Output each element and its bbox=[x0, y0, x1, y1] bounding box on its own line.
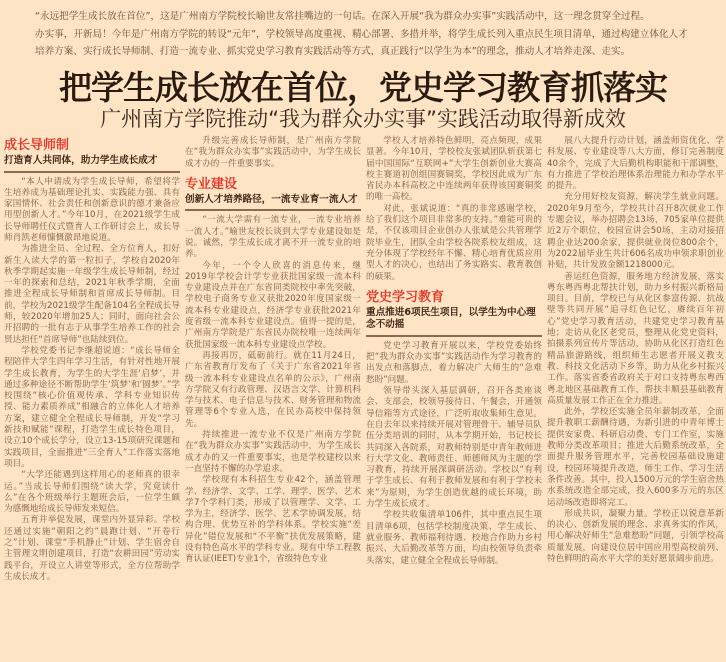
paragraph: 为推进全员、全过程、全方位育人，扣好新生入读大学的第一粒扣子，学校自2020年秋季学期起实施一年级学生成长导师制，经过一年的探索和总结，2021年秋季学期，全面推进全程成长导师制和首席成长导师制。目前，学校为2021级学生配备104名全程成长导师，较2020年增加25人；同时，面向社会公开招聘的一批有志于从事学生培养工作的社会贤达担任“首席导师”也陆续到位。 bbox=[4, 244, 180, 345]
paragraph: 党史学习教育开展以来，学校党委始终把“我为群众办实事”实践活动作为学习教育的出发点和落脚点，着力解决广大师生的“急难愁盼”问题。 bbox=[366, 340, 542, 385]
paragraph: 再接再厉，砥砺前行。就在11月24日，广东省教育厅发布了《关于广东省2021年省级一流本科专业建设点名单的公示》，广州南方学院又有行政管理、汉语言文学、计算机科学与技术、电子信息与技术、财务管理和物流管理等6个专业入选，在民办高校中保持领先。 bbox=[185, 350, 361, 429]
paragraph: “大学还能遇到这样用心的老师真的很幸运。”当成长导师们围绕“读大学，究竟读什么”在各个班级举行主题班会后，一位学生颇为感慨地给成长导师发来短信。 bbox=[4, 470, 180, 515]
section-title: 专业建设 bbox=[185, 176, 238, 192]
paragraph: 领导带头深入基层调研，召开各类座谈会、支部会，校领导接待日、午餐会，开通领导信箱等方式途径，广泛听取收集师生意见。在自去年以来持续开展对管理骨干、辅导员队伍分类培训的同时，从本学期开始，书记校长共同深入各院系，对教师特别是中青年教师进行大学文化、教师责任、师德师风为主题的学习教育，持续开展深调研活动。学校以“有利于学生成长、有利于教师发展和有利于学校未来”为原则，为学生创造优越的成长环境，助力学生成长成才。 bbox=[366, 386, 542, 510]
intro-line: 办实事，开新局！今年是广州南方学院的转设“元年”，学校领导高度重视、精心部署、多措并举，将学生成长列入重点民生项目清单，通过构建立体化人才 bbox=[35, 28, 688, 40]
intro-line: 培养方案、实行成长导师制、打造一流专业、抓实党史学习教育实践活动等方式，真正践行“以学生为本”的理念，推动人才培养走深、走实。 bbox=[35, 46, 631, 57]
paragraph: “本人申请成为学生成长导师，希望将学生培养成为基础理论扎实、实践能力强、具有家国情怀、社会责任和创新意识的德才兼备应用型创新人才。”今年10月，在2021级学生成长导师聘任仪式暨育人工作研讨会上，成长导师肖凯老师慷慨激昂地说道。 bbox=[4, 176, 180, 243]
paragraph: 学校现有本科招生专业42个，涵盖管理学、经济学、文学、工学、理学、医学、艺术学7个学科门类，形成了以管理学、文学、工学为主，经济学、医学、艺术学协调发展，结构合理、优势互补的学科体系。学校实施“差异化”错位发展和“不平衡”扶优发展策略，建设有特色高水平的学科专业。现有中华工程教育认证(IEET)专业1个，省级特色专业 bbox=[185, 475, 361, 565]
paragraph: 充分用好校友资源，解决学生就业问题。2020年9月至今，学校共计召开8次就业工作专题会议，举办招聘会13场，705家单位提供近2万个职位，校园宣讲会50场，主动对接招聘企业达200余家，提供就业岗位800余个，为2022届毕业生共计606名成功申领求职创业补贴，共计发放金额1218000元。 bbox=[547, 192, 724, 271]
subtitle: 广州南方学院推动“我为群众办实事”实践活动取得新成效 bbox=[100, 107, 626, 131]
section-subtitle: 重点推进6项民生项目，以学生为中心理念不动摇 bbox=[366, 307, 542, 337]
paragraph: 形成共识，凝聚力量。学校正以锐意革新的决心、创新发展的理念、求真务实的作风，用心解决好师生“急难愁盼”问题，引领学校高质量发展，向建设位居中国应用型高校前列、特色鲜明的高水平大学的美好愿景阔步前进。 bbox=[547, 508, 724, 564]
section-title: 成长导师制 bbox=[4, 138, 70, 153]
column-3 bbox=[366, 136, 542, 567]
paragraph: 持续推进一流专业不仅是广州南方学院在“我为群众办实事”实践活动中，为学生成长成才办的又一件重要事实，也是学校建校以来一直坚持不懈的办学追求。 bbox=[185, 430, 361, 474]
paragraphs bbox=[4, 177, 180, 584]
paragraph: 升级完善成长导师制，是广州南方学院在“我为群众办实事”实践活动中，为学生成长成才办的一件重要事实。 bbox=[185, 136, 361, 169]
paragraph: 学校党委书记李继超说道：“成长导师全程陪伴大学生四年学习生活，有针对性地开展学生成长教育，为学生的大学生涯‘启梦’，并通过多种途径不断帮助学生‘筑梦’和‘圆梦’。”学校围绕“核心价值观传承、学科专业知识传授、能力素质养成”相融合的立体化人才培养方案，建立健全全程成长导师制，开发“学习新技和赋能”课程，打造学生成长特色项目，设立10个成长学分，设立13-15项研究课题和实践项目，全面推进“三全育人”工作落实落地项目。 bbox=[4, 345, 180, 469]
paragraph: 展八大提升行动计划，涵盖师资优化、学科发展、专业建设等八大方面，修订完善制度40余个，完成了大后勤机构职能和干部调整，有力推进了学校治理体系治理能力和办学水平的提升。 bbox=[547, 136, 724, 192]
section-subtitle: 打造育人共同体，助力学生成长成才 bbox=[4, 155, 180, 173]
intro-lead bbox=[35, 8, 695, 61]
paragraph: 对此，张斌说道：“真的非常感谢学校，给了我们这个项目非常多的支持。”难能可贵的是，不仅该项目企业创办人张斌是公共管理学院毕业生，团队全由学校各院系校友组成，这充分体现了学校经年不懈、精心培育优质应用型人才的决心，也结出了务实路实、教育教创的硕果。 bbox=[366, 203, 542, 282]
paragraphs bbox=[366, 341, 542, 567]
paragraph: 此外，学校还实施全员年薪制改革，全面提升教职工薪酬待遇，为新引进的中青年博士提供安家费、科研启动费、专门工作室，实施教师分类改革项目；推进大后勤系统改革，全面提升服务管理水平，完善校园基础设施建设，校园环境提升改造，师生工作、学习生活条件改善。其中，投入1500万元的学生宿舍热水系统改造全部完成，投入600多万元的东区运动场改造即将完工。 bbox=[547, 407, 724, 508]
paragraph: 五育并举促发展，课堂内外显异彩。学校还通过实施“朝阳之约”晨跑计划、“开卷行之”计划、课堂“手机静止”计划、学生宿舍自主管理文明创建项目，打造“农耕田园”劳动实践平台，开设立人讲堂等形式，全方位帮助学生成长成才。 bbox=[4, 515, 180, 582]
intro-line: “永远把学生成长放在首位”，这是广州南方学院校长喻世友常挂嘴边的一句话。在深入开展“我为群众办实事”实践活动中，这一理念贯穿全过程。 bbox=[35, 11, 650, 22]
paragraphs bbox=[185, 215, 361, 565]
column-1 bbox=[4, 136, 180, 583]
paragraph: 学校人才培养特色鲜明，亮点频现，成果显著。今年10月，学校校友张斌团队斩获第七届中国国际“互联网+”大学生创新创业大赛高校主赛道初创组国赛铜奖，学校因此成为广东省民办本科高校之中连续两年获得该国赛铜奖的唯一高校。 bbox=[366, 136, 542, 203]
section-subtitle: 创新人才培养路径，一流专业育一流人才 bbox=[185, 194, 361, 212]
paragraphs bbox=[366, 136, 542, 283]
paragraph: 善运红色资源，服务地方经济发展，落实粤东粤西粤北帮扶计划，助力乡村振兴新格局项目。目前，学校已与从化区参富传源、抗战壁等共同开展“追寻红色记忆，赓续百年初心”党史学习教育活动，共建党史学习教育基地；走访从化区老党员，整理从化党史资料，拍摄系列宣传片等活动，协助从化区打造红色精品旅游路线，组织师生志愿者开展义教支教、科技文化活动下乡等，助力从化乡村振兴工作。落实省委省政府关于对口支持粤东粤西粤北地区基础教育工作，帮扶丰顺县基础教育高质量发展工作正在全力推进。 bbox=[547, 271, 724, 406]
headline: 把学生成长放在首位，党史学习教育抓落实 bbox=[59, 68, 667, 107]
column-4 bbox=[547, 136, 724, 565]
section-title: 党史学习教育 bbox=[366, 289, 445, 305]
paragraph: 今年，一个令人欣喜的消息传来，继2019年学校会计学专业获批国家级一流本科专业建设点并在广东省同类院校中率先突破，学校电子商务专业又获批2020年度国家级一流本科专业建设点，经济学专业获批2021年度省级一流本科专业建设点。值得一提的是，广州南方学院是广东省民办院校唯一连续两年获批国家级一流本科专业建设点学校。 bbox=[185, 260, 361, 350]
paragraphs bbox=[547, 136, 724, 565]
paragraphs bbox=[185, 136, 361, 170]
paragraph: 学校共收集清单106件，其中重点民生项目清单6项，包括学校制度决策、学生成长、就业服务、教师福利待遇、校地合作助力乡村振兴、大后勤改革等方面，均由校领导负责牵头落实，建立健全全程成长导师制。 bbox=[366, 510, 542, 566]
paragraph: “一流大学需有一流专业，一流专业培养一流人才。”喻世友校长谈到大学专业建设如是说。诚然，学生成长成才离不开一流专业的培养。 bbox=[185, 215, 361, 260]
column-2 bbox=[185, 136, 361, 566]
